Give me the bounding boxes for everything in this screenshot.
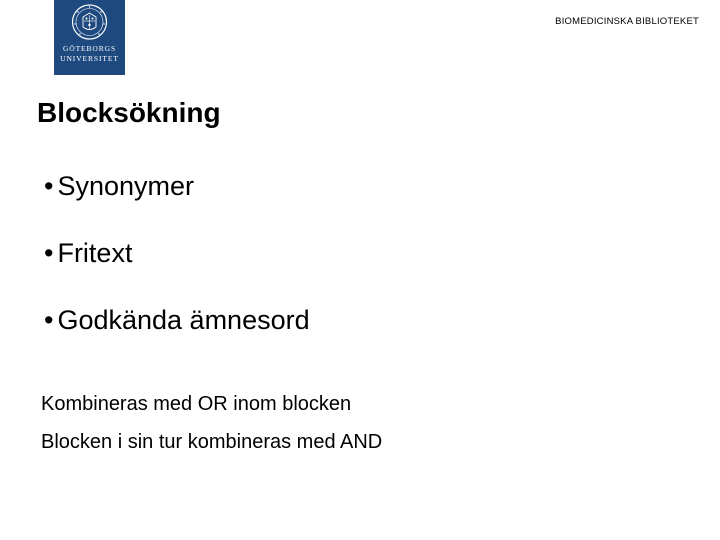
bullet-dot: • bbox=[44, 171, 54, 201]
bullet-text: Godkända ämnesord bbox=[57, 305, 310, 335]
bullet-text: Fritext bbox=[57, 238, 133, 268]
bullet-text: Synonymer bbox=[57, 171, 195, 201]
university-logo bbox=[54, 0, 125, 75]
bullet-item-synonymer bbox=[44, 166, 310, 233]
bullet-list bbox=[44, 166, 310, 367]
logo-text-line1: GÖTEBORGS bbox=[62, 44, 117, 53]
note-or-within-blocks: Kombineras med OR inom blocken bbox=[41, 393, 352, 415]
bullet-dot: • bbox=[44, 238, 54, 268]
university-seal-icon bbox=[54, 0, 125, 46]
bullet-dot: • bbox=[44, 305, 54, 335]
library-name: BIOMEDICINSKA BIBLIOTEKET bbox=[555, 16, 699, 27]
logo-text-line2: UNIVERSITET bbox=[60, 54, 119, 63]
slide-title: Blocksökning bbox=[37, 97, 221, 128]
note-and-between-blocks: Blocken i sin tur kombineras med AND bbox=[41, 431, 383, 453]
bullet-item-godkanda-amnesord bbox=[44, 300, 310, 367]
bullet-item-fritext bbox=[44, 233, 310, 300]
